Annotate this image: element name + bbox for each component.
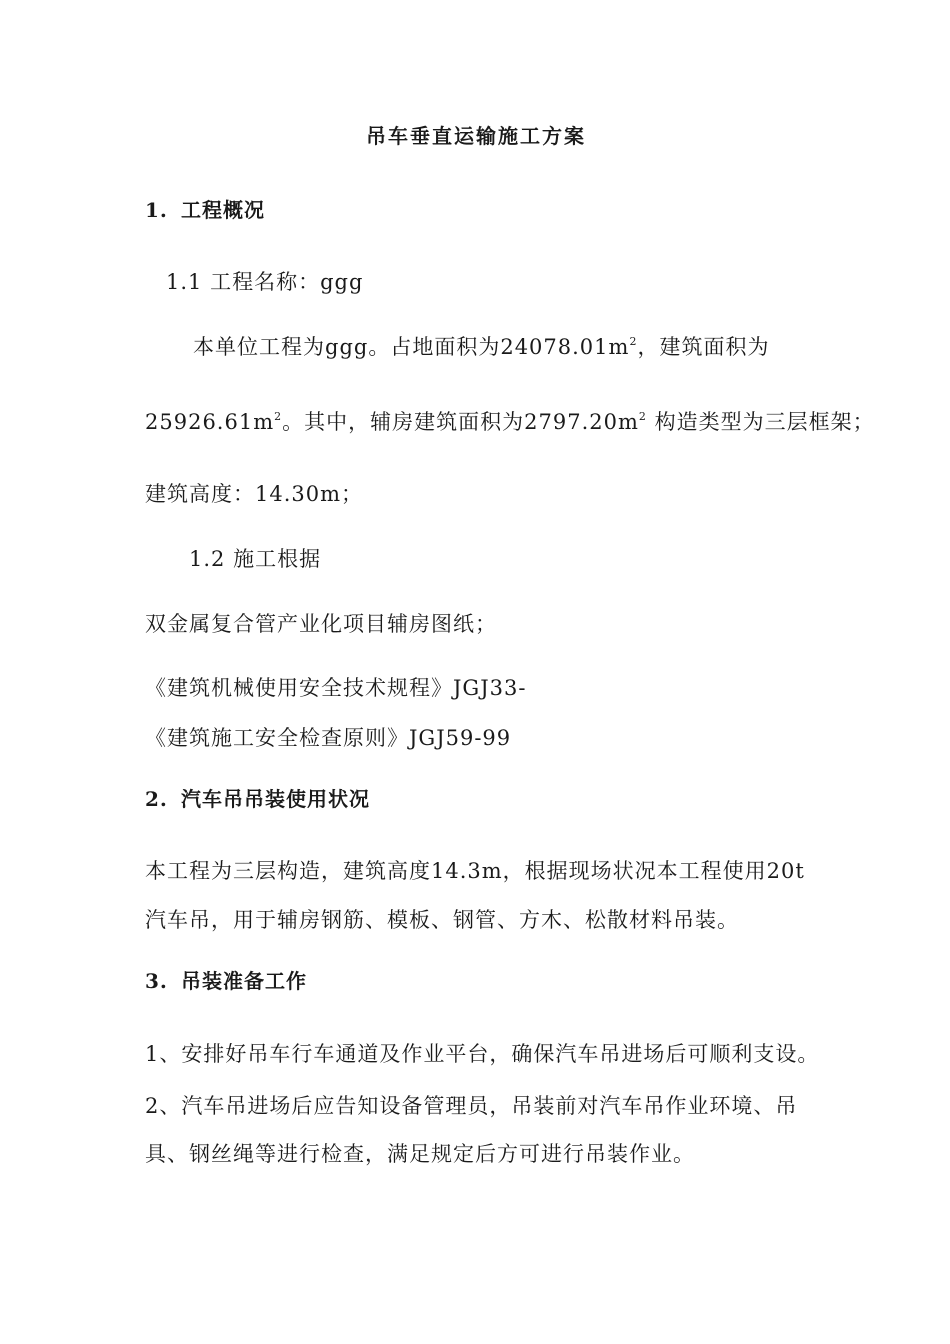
section-2-number: 2. <box>145 787 168 811</box>
section-1-heading <box>145 196 265 224</box>
basis-item: 《建筑施工安全检查原则》JGJ59-99 <box>145 726 512 750</box>
section-3-title: 吊装准备工作 <box>181 969 307 993</box>
overview-text: 。其中，辅房建筑面积为2797.20m <box>282 410 639 434</box>
overview-text: 25926.61m <box>145 410 275 434</box>
document-title: 吊车垂直运输施工方案 <box>366 124 586 148</box>
section-1-number: 1. <box>145 198 168 222</box>
superscript: 2 <box>274 410 283 423</box>
basis-item: 双金属复合管产业化项目辅房图纸； <box>145 612 497 636</box>
overview-paragraph-line-1 <box>193 333 769 361</box>
superscript: 2 <box>638 410 647 423</box>
section-3-item: 具、钢丝绳等进行检查，满足规定后方可进行吊装作业。 <box>145 1142 695 1166</box>
overview-text: ，建筑面积为 <box>637 335 770 359</box>
section-3-number: 3. <box>145 969 168 993</box>
basis-heading: 1.2 施工根据 <box>189 547 322 571</box>
section-2-paragraph-line: 本工程为三层构造，建筑高度14.3m，根据现场状况本工程使用20t <box>145 859 805 883</box>
section-3-heading <box>145 967 307 995</box>
section-1-title: 工程概况 <box>181 198 265 222</box>
overview-paragraph-line-2 <box>145 408 875 436</box>
section-2-title: 汽车吊吊装使用状况 <box>181 787 370 811</box>
basis-item: 《建筑机械使用安全技术规程》JGJ33- <box>145 676 527 700</box>
overview-text: 本单位工程为ggg。占地面积为24078.01m <box>193 335 630 359</box>
section-3-item: 2、汽车吊进场后应告知设备管理员，吊装前对汽车吊作业环境、吊 <box>145 1094 798 1118</box>
section-3-item: 1、安排好吊车行车通道及作业平台，确保汽车吊进场后可顺利支设。 <box>145 1042 820 1066</box>
overview-text: 构造类型为三层框架； <box>646 410 875 434</box>
overview-paragraph-line-3: 建筑高度：14.30m； <box>145 482 364 506</box>
project-name-line: 1.1 工程名称：ggg <box>166 270 364 294</box>
superscript: 2 <box>629 335 638 348</box>
section-2-paragraph-line: 汽车吊，用于辅房钢筋、模板、钢管、方木、松散材料吊装。 <box>145 908 739 932</box>
section-2-heading <box>145 785 370 813</box>
